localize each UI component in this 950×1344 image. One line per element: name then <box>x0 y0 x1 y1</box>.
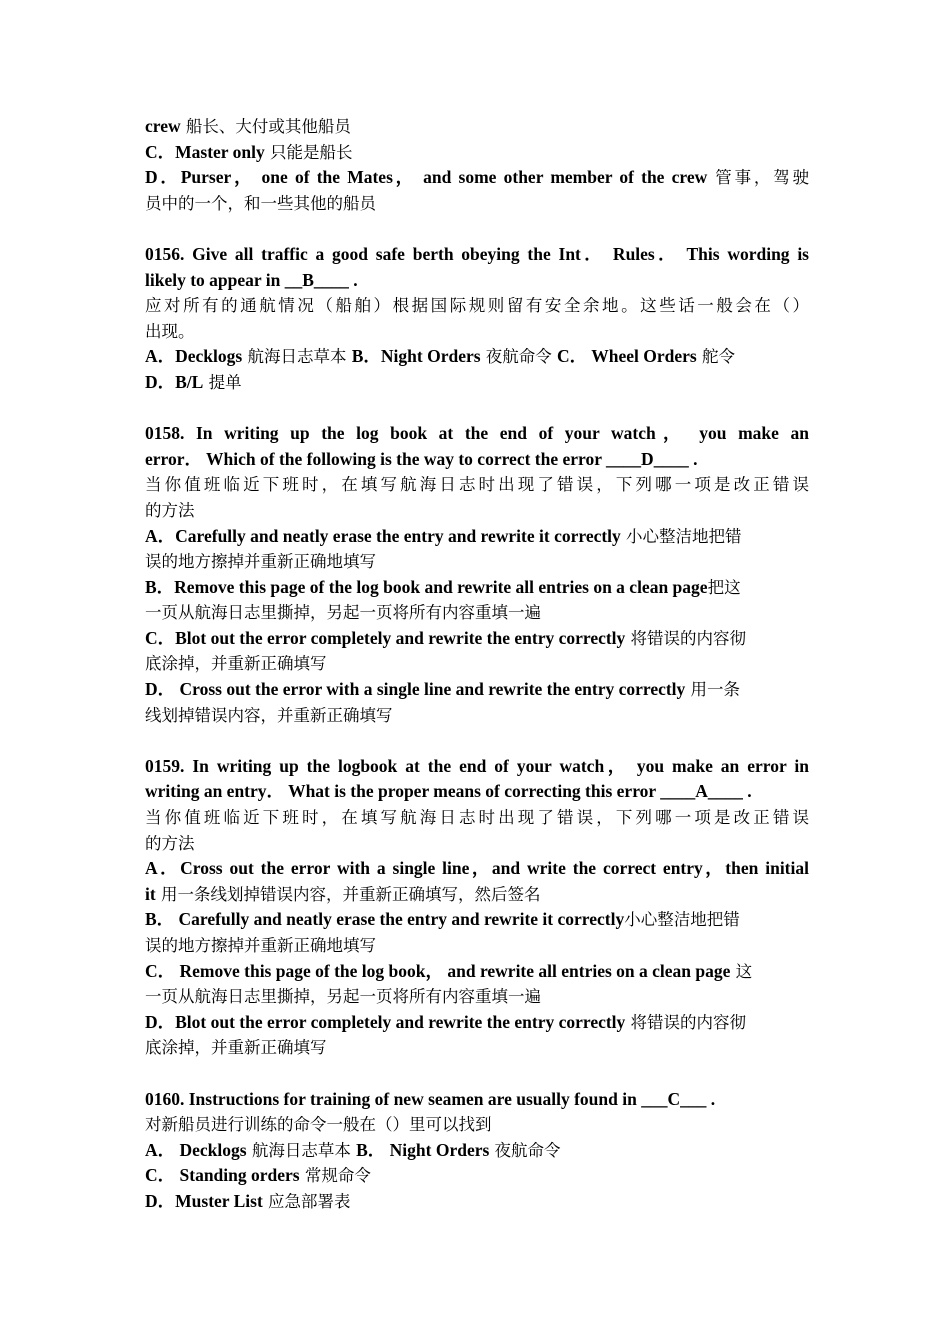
q159-option-b-cont: 误的地方擦掉并重新正确地填写 <box>145 936 376 955</box>
prev-answer-line: crew 船长、大付或其他船员 <box>145 116 351 136</box>
q159-zh-line2: 的方法 <box>145 833 195 853</box>
q160-option-c: C． Standing orders 常规命令 <box>145 1165 371 1186</box>
document-page <box>145 114 809 1215</box>
q159-option-c: C． Remove this page of the log book， and rewrite all entries on a clean page 这 <box>145 960 753 981</box>
q156-stem-line1: 0156. Give all traffic a good safe berth obeying the Int． Rules． This wording is <box>145 243 809 264</box>
q156-options-abc: A．Decklogs 航海日志草本 B．Night Orders 夜航命令 C． Wheel Orders 舵令 <box>145 346 735 367</box>
prev-option-d: D．Purser， one of the Mates， and some other member of the crew 管事，驾驶 <box>145 167 809 188</box>
q160-option-d: D．Muster List 应急部署表 <box>145 1190 351 1211</box>
q159-stem-line1: 0159. In writing up the logbook at the end of your watch， you make an error in <box>145 755 809 776</box>
q159-option-b: B． Carefully and neatly erase the entry and rewrite it correctly小心整洁地把错 <box>145 909 740 930</box>
q158-option-c-cont: 底涂掉，并重新正确填写 <box>145 654 327 674</box>
q156-stem-line2: likely to appear in __B____ . <box>145 269 358 290</box>
q158-option-a-cont: 误的地方擦掉并重新正确地填写 <box>145 552 376 572</box>
prev-option-c: C．Master only 只能是船长 <box>145 141 353 162</box>
q156-zh-line2: 出现。 <box>145 321 195 341</box>
q156-zh-line1: 应对所有的通航情况（船舶）根据国际规则留有安全余地。这些话一般会在（） <box>145 296 809 316</box>
q159-stem-line2: writing an entry． What is the proper means of correcting this error ____A____ . <box>145 781 752 802</box>
q158-zh-line2: 的方法 <box>145 500 195 520</box>
q159-zh-line1: 当你值班临近下班时，在填写航海日志时出现了错误，下列哪一项是改正错误 <box>145 808 809 828</box>
q160-zh-line1: 对新船员进行训练的命令一般在（）里可以找到 <box>145 1115 492 1135</box>
prev-option-d-cont: 员中的一个，和一些其他的船员 <box>145 193 376 213</box>
q159-option-d: D．Blot out the error completely and rewrite the entry correctly 将错误的内容彻 <box>145 1011 747 1032</box>
q160-options-ab: A． Decklogs 航海日志草本 B． Night Orders 夜航命令 <box>145 1139 561 1160</box>
q158-option-d-cont: 线划掉错误内容，并重新正确填写 <box>145 705 393 725</box>
q158-zh-line1: 当你值班临近下班时，在填写航海日志时出现了错误，下列哪一项是改正错误 <box>145 475 809 495</box>
q158-stem-line2: error． Which of the following is the way to correct the error ____D____ . <box>145 448 698 469</box>
q158-option-d: D． Cross out the error with a single line and rewrite the entry correctly 用一条 <box>145 679 741 700</box>
q159-option-d-cont: 底涂掉，并重新正确填写 <box>145 1038 327 1058</box>
q158-option-c: C．Blot out the error completely and rewrite the entry correctly 将错误的内容彻 <box>145 627 747 648</box>
q158-option-b: B．Remove this page of the log book and rewrite all entries on a clean page把这 <box>145 576 741 597</box>
q159-option-a: A．Cross out the error with a single line，and write the correct entry，then initial <box>145 858 809 879</box>
q159-option-a-cont: it 用一条线划掉错误内容，并重新正确填写，然后签名 <box>145 883 541 904</box>
q159-option-c-cont: 一页从航海日志里撕掉，另起一页将所有内容重填一遍 <box>145 987 541 1007</box>
q160-stem-line1: 0160. Instructions for training of new seamen are usually found in ___C___ . <box>145 1088 716 1109</box>
q156-option-d: D．B/L 提单 <box>145 371 242 392</box>
q158-option-a: A．Carefully and neatly erase the entry and rewrite it correctly 小心整洁地把错 <box>145 525 742 546</box>
q158-stem-line1: 0158. In writing up the log book at the end of your watch， you make an <box>145 423 809 444</box>
q158-option-b-cont: 一页从航海日志里撕掉，另起一页将所有内容重填一遍 <box>145 603 541 623</box>
